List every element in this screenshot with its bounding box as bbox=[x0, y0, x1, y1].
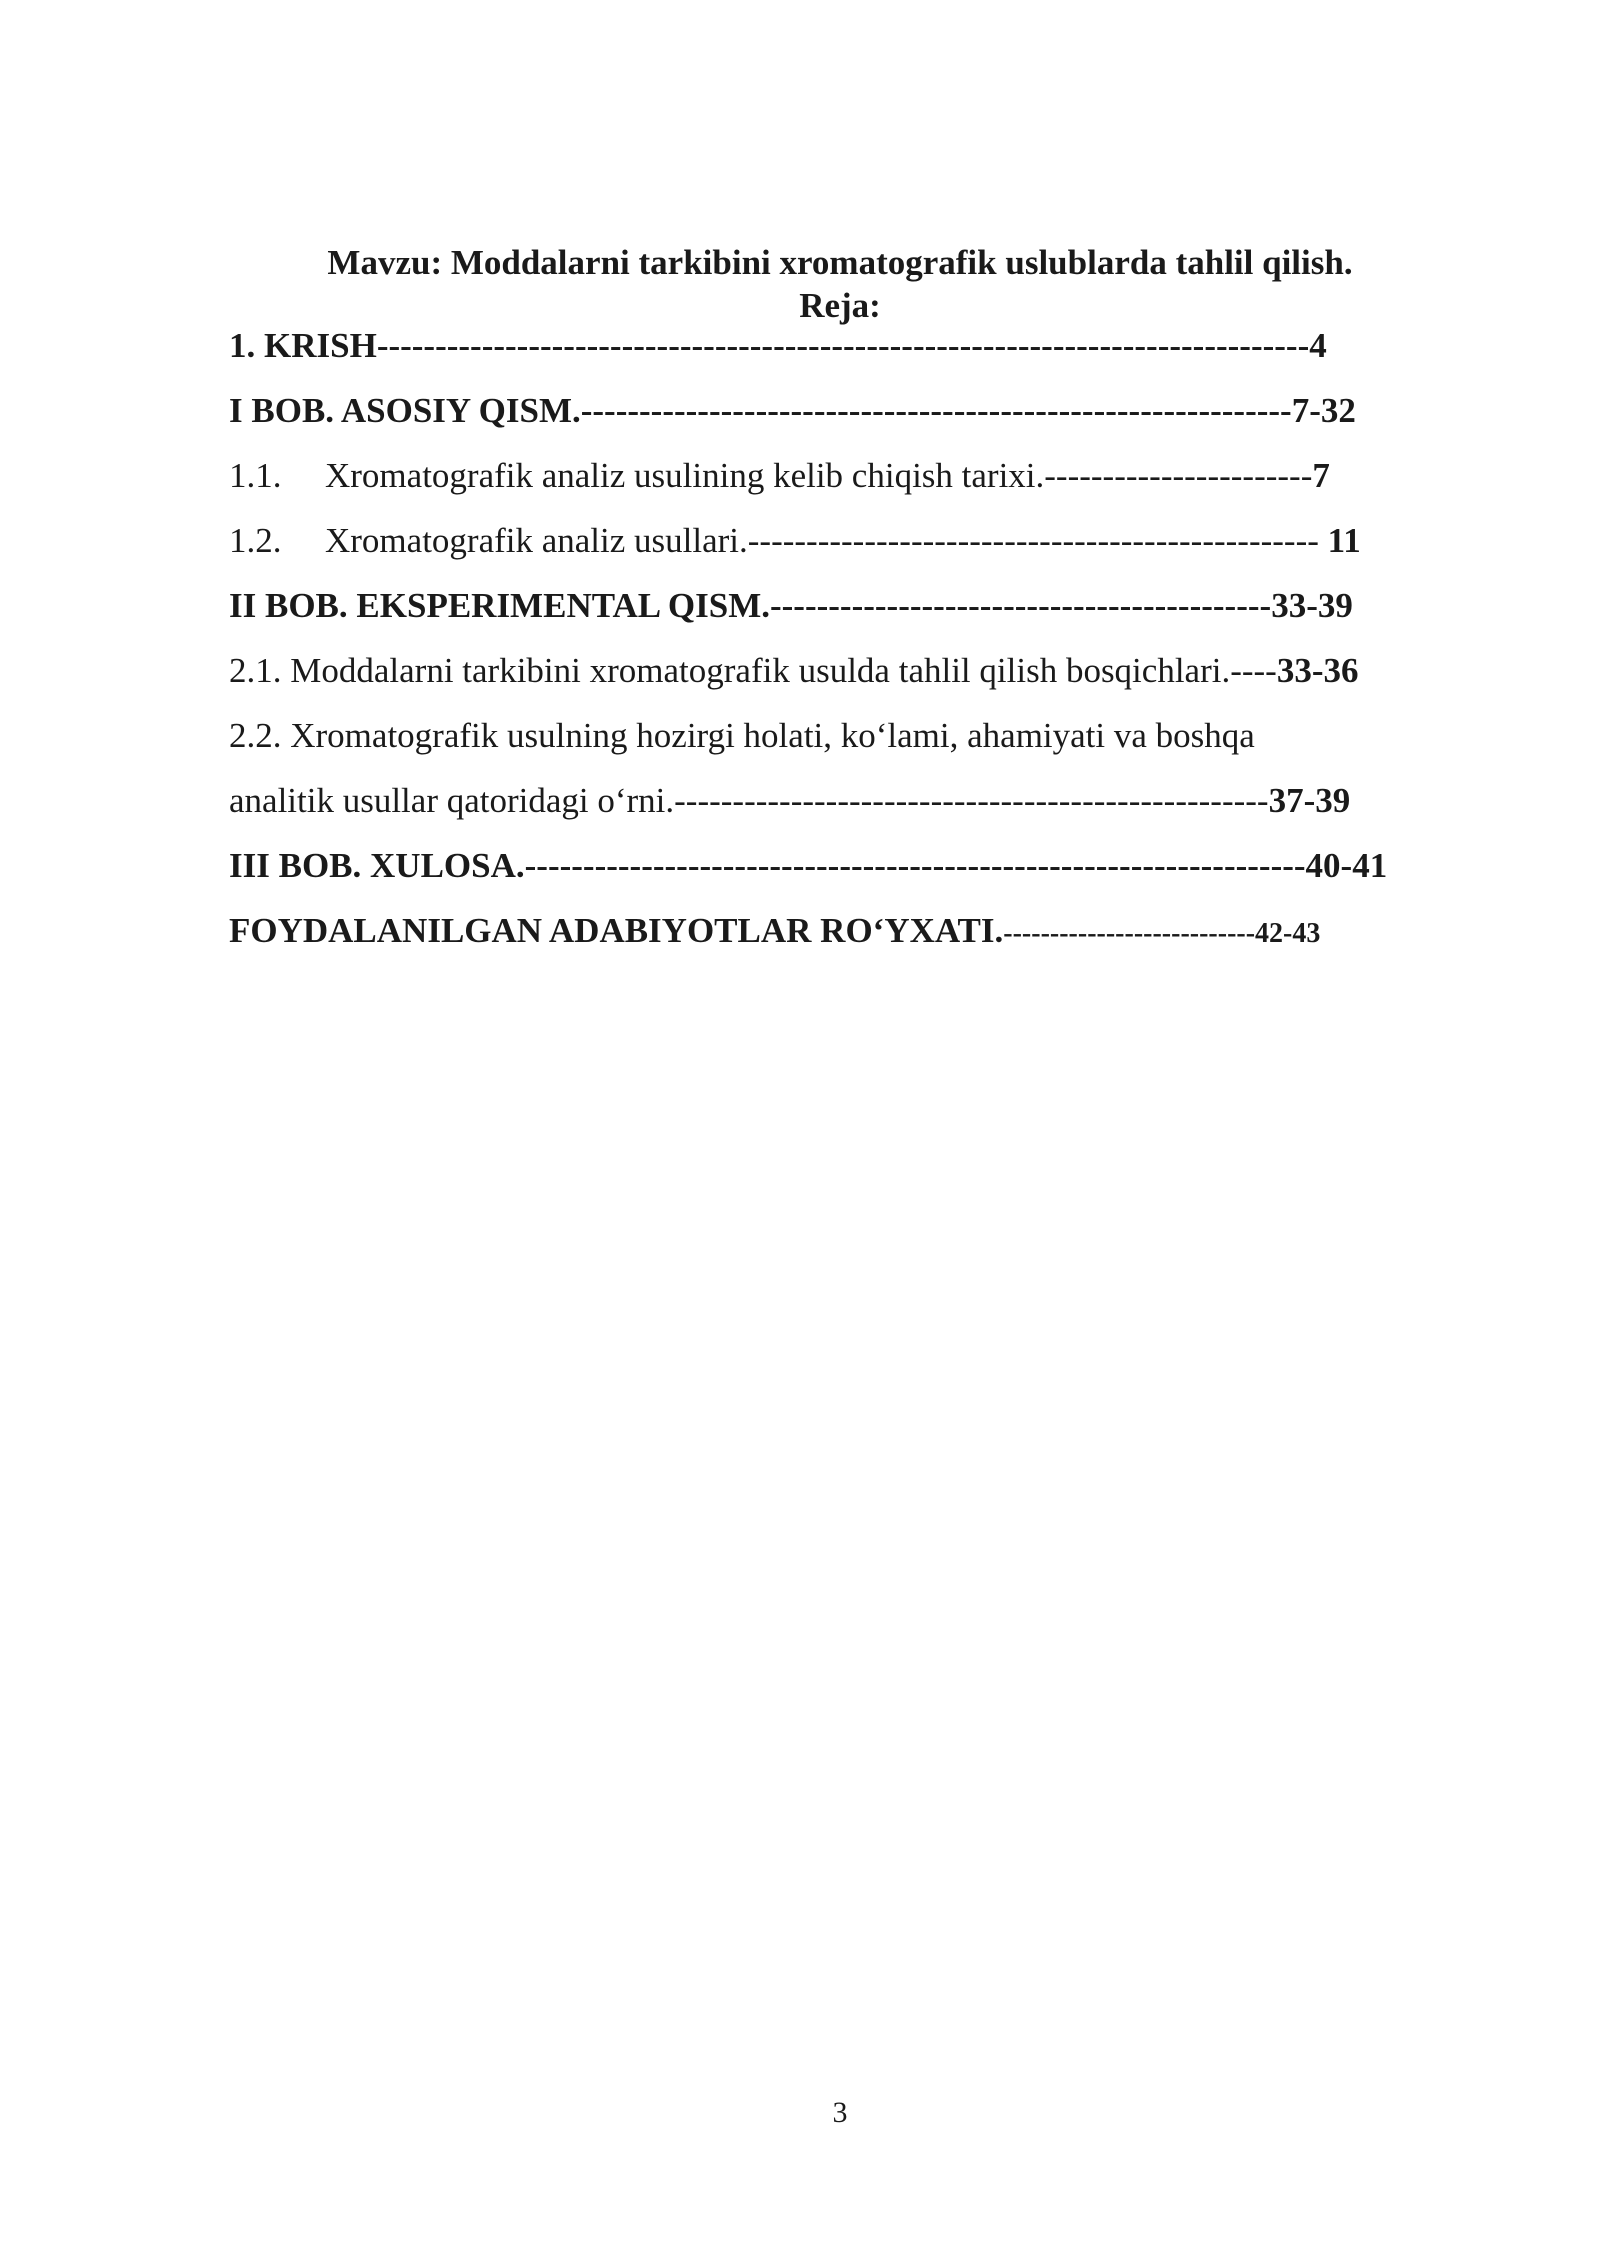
toc-leader: ----------------------- bbox=[1044, 456, 1313, 495]
toc-item-chapter-1 bbox=[229, 389, 1356, 433]
toc-title: FOYDALANILGAN ADABIYOTLAR RO‘YXATI. bbox=[229, 911, 1004, 950]
toc-leader: ------------------------------------------- bbox=[770, 586, 1272, 625]
toc-leader: ------------------------------------------------------------- bbox=[580, 391, 1292, 430]
toc-title: Xromatografik analiz usullari. bbox=[325, 521, 748, 560]
toc-title: Moddalarni tarkibini xromatografik usulda tahlil qilish bosqichlari. bbox=[281, 651, 1231, 690]
toc-leader: ------------------------------------------------------------------- bbox=[524, 846, 1306, 885]
toc-number: 1.1. bbox=[229, 456, 282, 495]
toc-item-chapter-2 bbox=[229, 584, 1353, 628]
toc-number: 1. bbox=[229, 326, 256, 365]
toc-page: 33-36 bbox=[1276, 651, 1359, 690]
toc-item-references bbox=[229, 909, 1320, 956]
toc-page: 11 bbox=[1327, 521, 1361, 560]
toc-item-2-2-continued bbox=[229, 779, 1350, 823]
topic-title: Mavzu: Moddalarni tarkibini xromatografik uslublarda tahlil qilish. bbox=[327, 243, 1353, 282]
toc-page: 7-32 bbox=[1291, 391, 1356, 430]
toc-title: III BOB. XULOSA. bbox=[229, 846, 525, 885]
toc-page: 4 bbox=[1309, 326, 1327, 365]
toc-title: analitik usullar qatoridagi o‘rni. bbox=[229, 781, 675, 820]
toc-page: 37-39 bbox=[1268, 781, 1351, 820]
toc-page: 7 bbox=[1312, 456, 1330, 495]
toc-item-1-1 bbox=[229, 454, 1330, 498]
toc-title: II BOB. EKSPERIMENTAL QISM. bbox=[229, 586, 770, 625]
toc-title: Xromatografik analiz usulining kelib chiqish tarixi. bbox=[325, 456, 1045, 495]
toc-title: I BOB. ASOSIY QISM. bbox=[229, 391, 581, 430]
toc-number: 1.2. bbox=[229, 521, 282, 560]
toc-title: KRISH bbox=[255, 326, 377, 365]
toc-item-krish bbox=[229, 324, 1327, 368]
toc-item-2-1 bbox=[229, 649, 1359, 693]
toc-page: 33-39 bbox=[1271, 586, 1353, 625]
toc-leader: --------------------------- bbox=[1003, 918, 1256, 949]
toc-number: 2.1. bbox=[229, 651, 282, 690]
page-number: 3 bbox=[832, 2096, 848, 2129]
plan-heading: Reja: bbox=[799, 286, 881, 325]
toc-leader: -------------------------------------------------------------------------------- bbox=[376, 326, 1310, 365]
toc-item-1-2 bbox=[229, 519, 1361, 563]
toc-leader: --------------------------------------------------- bbox=[674, 781, 1269, 820]
toc-item-2-2 bbox=[229, 714, 1255, 758]
toc-page: 40-41 bbox=[1305, 846, 1388, 885]
toc-leader: ------------------------------------------------- bbox=[747, 521, 1328, 560]
toc-page: 42-43 bbox=[1255, 918, 1321, 949]
toc-leader: ---- bbox=[1230, 651, 1277, 690]
toc-item-chapter-3 bbox=[229, 844, 1387, 888]
toc-number: 2.2. bbox=[229, 716, 282, 755]
toc-title: Xromatografik usulning hozirgi holati, ko‘lami, ahamiyati va boshqa bbox=[281, 716, 1255, 755]
